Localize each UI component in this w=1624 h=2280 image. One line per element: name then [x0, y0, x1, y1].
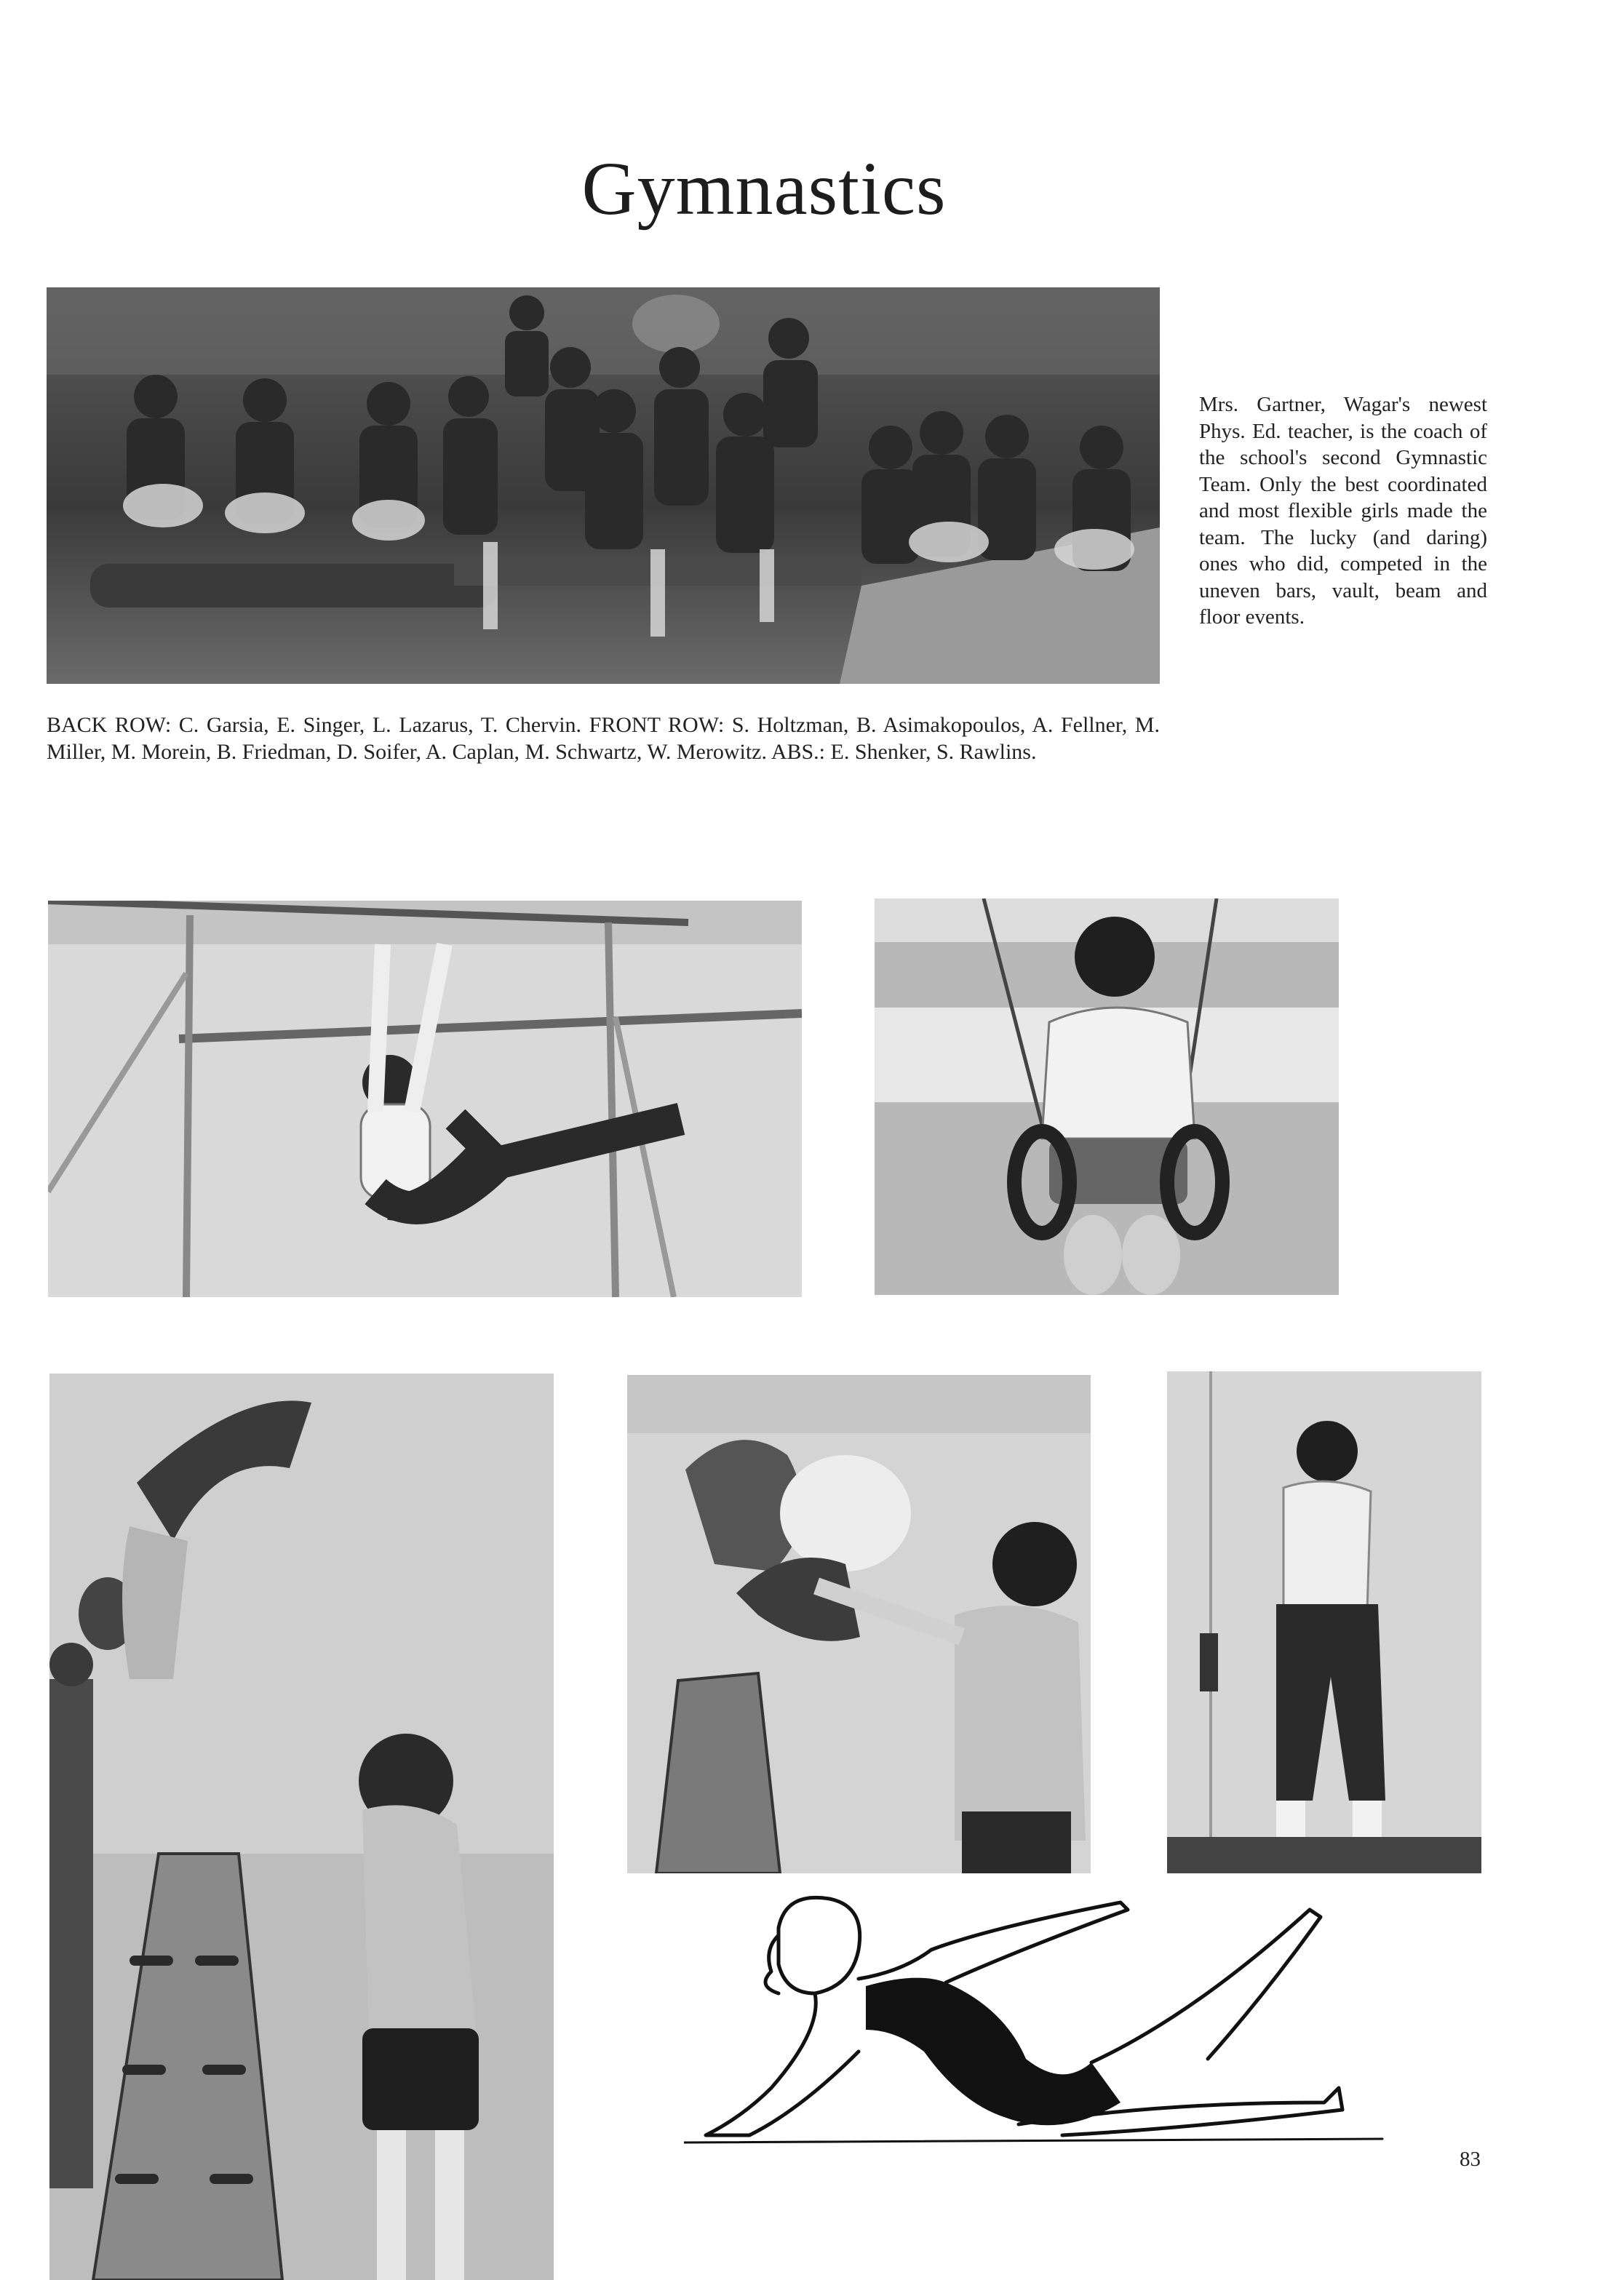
rings-photo — [875, 898, 1339, 1295]
team-photo — [47, 287, 1160, 684]
floor-photo — [1167, 1371, 1481, 1873]
gymnast-drawing — [684, 1884, 1412, 2153]
uneven-bars-photo — [48, 901, 802, 1297]
page-number: 83 — [1460, 2148, 1481, 2171]
coach-description: Mrs. Gartner, Wagar's newest Phys. Ed. teacher, is the coach of the school's second Gymnastic Team. Only the best coordinated and most flexible girls made the team. The lucky (and daring) ones who did, competed in the uneven bars, vault, beam and floor events. — [1199, 393, 1487, 629]
vault-spot-photo — [49, 1374, 554, 2280]
vault-flip-photo — [627, 1375, 1091, 1873]
page-title: Gymnastics — [581, 147, 947, 231]
team-caption: BACK ROW: C. Garsia, E. Singer, L. Lazarus, T. Chervin. FRONT ROW: S. Holtzman, B. Asimakopoulos, A. Fellner, M. Miller, M. Morein, B. Friedman, D. Soifer, A. Caplan, M. Schwartz, W. Merowitz. ABS.: E. Shenker, S. Rawlins. — [47, 713, 1160, 764]
